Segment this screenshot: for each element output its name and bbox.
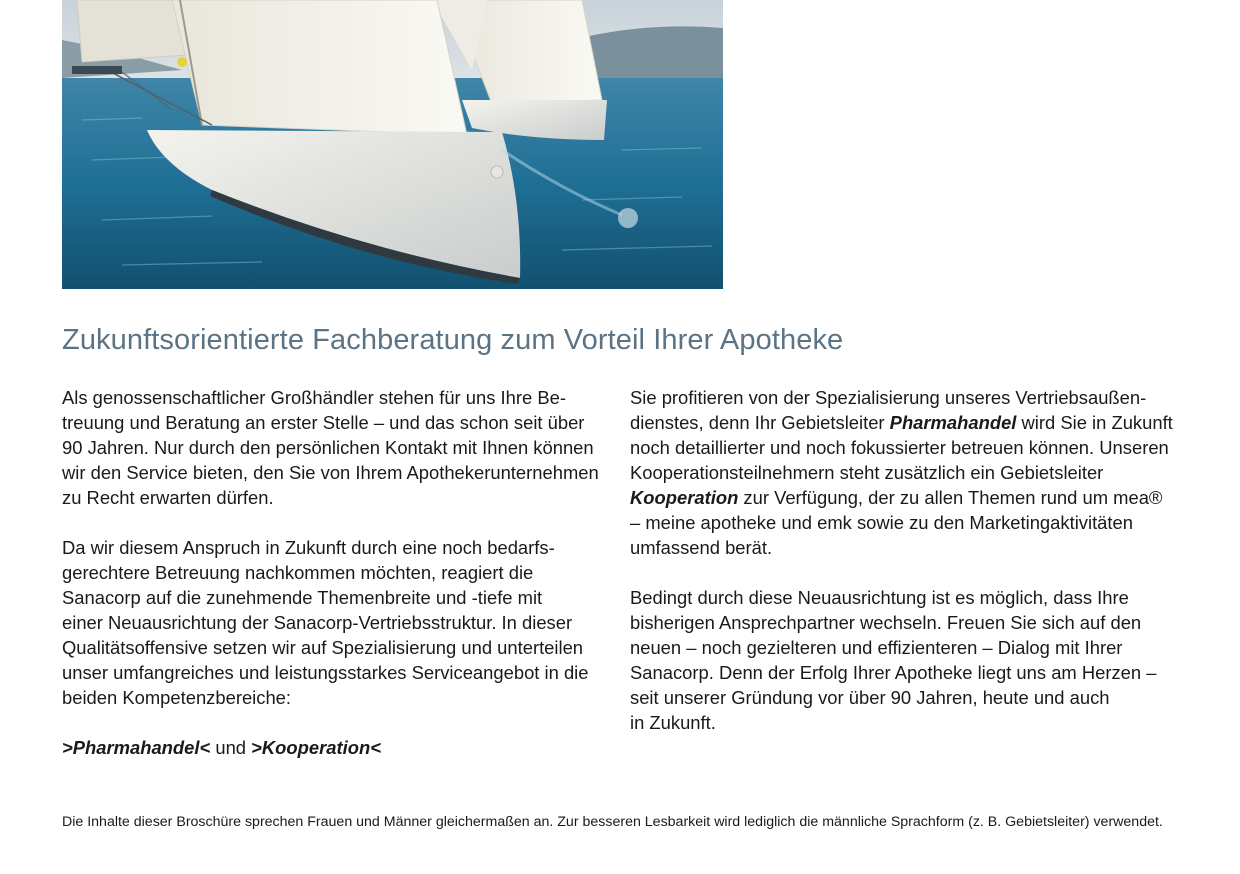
page-title: Zukunftsorientierte Fachberatung zum Vorteil Ihrer Apotheke <box>62 324 844 356</box>
text-line: Sie profitieren von der Spezialisierung unseres Vertriebsaußen- <box>630 387 1147 408</box>
text-line: in Zukunft. <box>630 712 716 733</box>
text-line: Kooperationsteilnehmern steht zusätzlich ein Gebietsleiter <box>630 462 1104 483</box>
text-line: – meine apotheke und emk sowie zu den Marketingaktivitäten <box>630 512 1133 533</box>
text-line: Sanacorp. Denn der Erfolg Ihrer Apotheke liegt uns am Herzen – <box>630 662 1157 683</box>
bracket-open: > <box>62 737 73 758</box>
text-line: unser umfangreiches und leistungsstarkes Serviceangebot in die <box>62 662 589 683</box>
paragraph-specialization <box>630 385 1182 560</box>
text-line: 90 Jahren. Nur durch den persönlichen Kontakt mit Ihnen können <box>62 437 594 458</box>
competence-areas <box>62 735 607 760</box>
text-line: Sanacorp auf die zunehmende Themenbreite und -tiefe mit <box>62 587 543 608</box>
text-line <box>630 485 1182 510</box>
text-line <box>62 735 607 760</box>
text-line <box>630 410 1182 435</box>
term-kooperation: Kooperation <box>630 487 739 508</box>
left-text-column <box>62 385 607 785</box>
text-line: umfassend berät. <box>630 537 773 558</box>
text-line: Da wir diesem Anspruch in Zukunft durch eine noch bedarfs- <box>62 537 555 558</box>
text-line: treuung und Beratung an erster Stelle – und das schon seit über <box>62 412 585 433</box>
text-line: einer Neuausrichtung der Sanacorp-Vertriebsstruktur. In dieser <box>62 612 573 633</box>
text-line: neuen – noch gezielteren und effizienteren – Dialog mit Ihrer <box>630 637 1123 658</box>
right-text-column <box>630 385 1182 760</box>
bracket-open: > <box>251 737 262 758</box>
term-pharmahandel: Pharmahandel <box>72 737 200 758</box>
sailboat-photo <box>62 0 723 289</box>
text-line: seit unserer Gründung vor über 90 Jahren, heute und auch <box>630 687 1110 708</box>
text-line: noch detaillierter und noch fokussierter betreuen können. Unseren <box>630 437 1169 458</box>
text-span: zur Verfügung, der zu allen Themen rund um mea® <box>738 487 1163 508</box>
term-pharmahandel: Pharmahandel <box>889 412 1017 433</box>
text-span: wird Sie in Zukunft <box>1016 412 1173 433</box>
connector-text: und <box>210 737 252 758</box>
text-line: bisherigen Ansprechpartner wechseln. Freuen Sie sich auf den <box>630 612 1142 633</box>
text-line: Als genossenschaftlicher Großhändler stehen für uns Ihre Be- <box>62 387 566 408</box>
term-kooperation: Kooperation <box>261 737 371 758</box>
paragraph-restructuring <box>62 535 607 710</box>
paragraph-contacts <box>630 585 1182 735</box>
paragraph-intro <box>62 385 607 510</box>
text-line: Qualitätsoffensive setzen wir auf Spezialisierung und unterteilen <box>62 637 584 658</box>
text-span: dienstes, denn Ihr Gebietsleiter <box>630 412 890 433</box>
bracket-close: < <box>199 737 211 758</box>
text-line: wir den Service bieten, den Sie von Ihrem Apothekerunternehmen <box>62 462 599 483</box>
footnote: Die Inhalte dieser Broschüre sprechen Frauen und Männer gleichermaßen an. Zur besseren Lesbarkeit wird lediglich die männliche Sprachform (z. B. Gebietsleiter) verwendet. <box>62 814 1163 830</box>
text-line: gerechtere Betreuung nachkommen möchten, reagiert die <box>62 562 534 583</box>
text-line: Bedingt durch diese Neuausrichtung ist es möglich, dass Ihre <box>630 587 1129 608</box>
text-line: beiden Kompetenzbereiche: <box>62 687 292 708</box>
text-line: zu Recht erwarten dürfen. <box>62 487 274 508</box>
bracket-close: < <box>370 737 381 758</box>
